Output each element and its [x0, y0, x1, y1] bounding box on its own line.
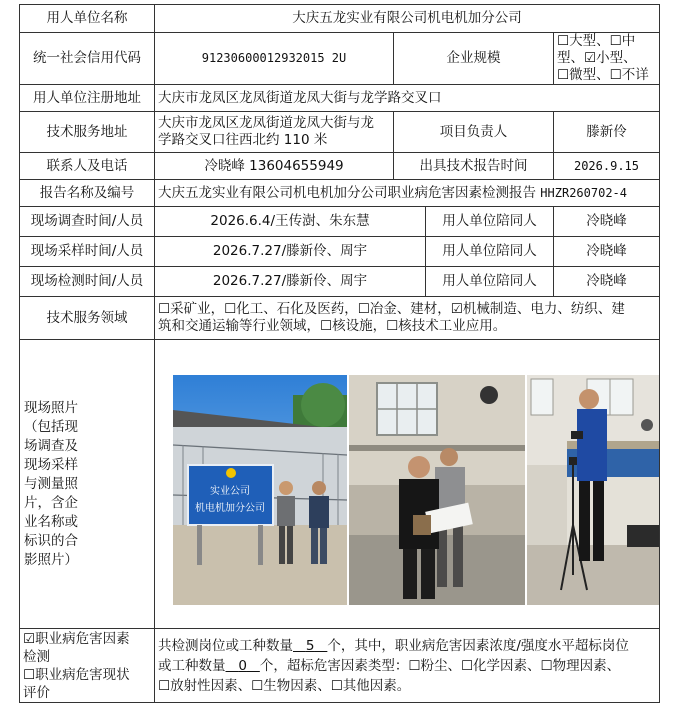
- sampling-value: [155, 237, 554, 267]
- report-time-value: 2026.9.15: [554, 153, 660, 180]
- photos-label-2: 场调查及: [24, 437, 78, 454]
- photos-label-6: 业名称或: [24, 513, 78, 530]
- report-value: [155, 180, 660, 207]
- row-detection: [20, 267, 660, 297]
- contact-label: 联系人及电话: [20, 153, 155, 180]
- result-count: 5: [305, 637, 315, 654]
- result-opt2-line1: ☐职业病危害现状: [23, 666, 130, 683]
- sign-line1: 实业公司: [210, 486, 250, 497]
- survey-value: [155, 207, 554, 237]
- report-code: HHZR260702-4: [540, 185, 627, 200]
- result-text-4: 个，超标危害因素类型：☐粉尘、☐化学因素、☐物理因素、: [259, 657, 621, 674]
- credit-code-label: 统一社会信用代码: [20, 33, 155, 85]
- result-text-1: 共检测岗位或工种数量: [158, 637, 293, 654]
- reg-address-label: 用人单位注册地址: [20, 85, 155, 112]
- contact-value: 冷晓峰 13604655949: [155, 153, 394, 180]
- sampling-label: 现场采样时间/人员: [20, 237, 155, 267]
- sign-line2: 机电机加分公司: [195, 503, 265, 514]
- report-label: 报告名称及编号: [20, 180, 155, 207]
- photos-label-0: 现场照片: [24, 399, 78, 416]
- field-line1: ☐采矿业，☐化工、石化及医药，☐冶金、建材，☑机械制造、电力、纺织、建: [158, 301, 625, 317]
- result-options: [20, 629, 155, 703]
- field-label: 技术服务领域: [20, 297, 155, 340]
- result-opt1-line1: ☑职业病危害因素: [23, 630, 130, 647]
- result-opt2-line2: 评价: [23, 684, 50, 701]
- survey-companion-label: 用人单位陪同人: [425, 207, 553, 236]
- detection-value: [155, 267, 554, 297]
- row-unit-name: [20, 5, 660, 33]
- row-result: [20, 629, 660, 703]
- photos-label-5: 片，含企: [24, 494, 78, 511]
- detection-companion-value: 冷晓峰: [554, 267, 660, 297]
- row-photos: [20, 340, 660, 629]
- sampling-date-persons: 2026.7.27/滕新伶、周宇: [212, 243, 368, 259]
- photos-label-7: 标识的合: [24, 532, 78, 549]
- sampling-companion-value: 冷晓峰: [554, 237, 660, 267]
- row-reg-address: [20, 85, 660, 112]
- photo-survey: [173, 375, 347, 605]
- info-table: [19, 4, 660, 703]
- result-opt1-line2: 检测: [23, 648, 50, 665]
- result-over: 0: [238, 657, 247, 674]
- photos-cell: [155, 340, 660, 629]
- detection-date-persons: 2026.7.27/滕新伶、周宇: [212, 273, 368, 289]
- result-text-5: ☐放射性因素、☐生物因素、☐其他因素。: [158, 677, 411, 694]
- photos-label-8: 影照片）: [24, 551, 78, 568]
- field-line2: 筑和交通运输等行业领域，☐核设施，☐核技术工业应用。: [158, 318, 507, 334]
- row-report: [20, 180, 660, 207]
- project-leader-value: 滕新伶: [554, 112, 660, 153]
- scale-label: 企业规模: [394, 33, 554, 85]
- service-address-label: 技术服务地址: [20, 112, 155, 153]
- result-text-3: 或工种数量: [158, 657, 226, 674]
- survey-companion-value: 冷晓峰: [554, 207, 660, 237]
- row-survey: [20, 207, 660, 237]
- row-service-address: [20, 112, 660, 153]
- unit-name-value: 大庆五龙实业有限公司机电机加分公司: [155, 5, 660, 33]
- result-text-2: 个，其中，职业病危害因素浓度/强度水平超标岗位: [327, 637, 629, 654]
- survey-date-persons: 2026.6.4/王传澍、朱东慧: [210, 213, 370, 229]
- field-value: [155, 297, 660, 340]
- row-credit-code: [20, 33, 660, 85]
- scale-options-line2: ☐微型、☐不详: [557, 67, 649, 83]
- photo-sampling: [349, 375, 525, 605]
- photos-label-4: 与测量照: [24, 475, 78, 492]
- photos-label: [20, 340, 155, 629]
- sampling-companion-label: 用人单位陪同人: [425, 237, 553, 266]
- service-address-value: [155, 112, 394, 153]
- detection-label: 现场检测时间/人员: [20, 267, 155, 297]
- survey-label: 现场调查时间/人员: [20, 207, 155, 237]
- credit-code-value: 91230600012932015 2U: [155, 33, 394, 85]
- photos-label-3: 现场采样: [24, 456, 78, 473]
- reg-address-value: 大庆市龙凤区龙凤街道龙凤大街与龙学路交叉口: [155, 85, 660, 112]
- report-name: 大庆五龙实业有限公司机电机加分公司职业病危害因素检测报告: [158, 184, 536, 201]
- photos-label-1: （包括现: [24, 418, 78, 435]
- service-address-line1: 大庆市龙凤区龙凤街道龙凤大街与龙: [158, 115, 374, 131]
- photo-detection: [527, 375, 660, 605]
- scale-options: [554, 33, 660, 85]
- report-time-label: 出具技术报告时间: [394, 153, 554, 180]
- row-sampling: [20, 237, 660, 267]
- project-leader-label: 项目负责人: [394, 112, 554, 153]
- result-summary: [155, 629, 660, 703]
- row-contact: [20, 153, 660, 180]
- service-address-line2: 学路交叉口往西北约 110 米: [158, 132, 328, 148]
- scale-options-line1: ☐大型、☐中型、☑小型、: [557, 33, 637, 66]
- detection-companion-label: 用人单位陪同人: [425, 267, 553, 296]
- unit-name-label: 用人单位名称: [20, 5, 155, 33]
- row-field: [20, 297, 660, 340]
